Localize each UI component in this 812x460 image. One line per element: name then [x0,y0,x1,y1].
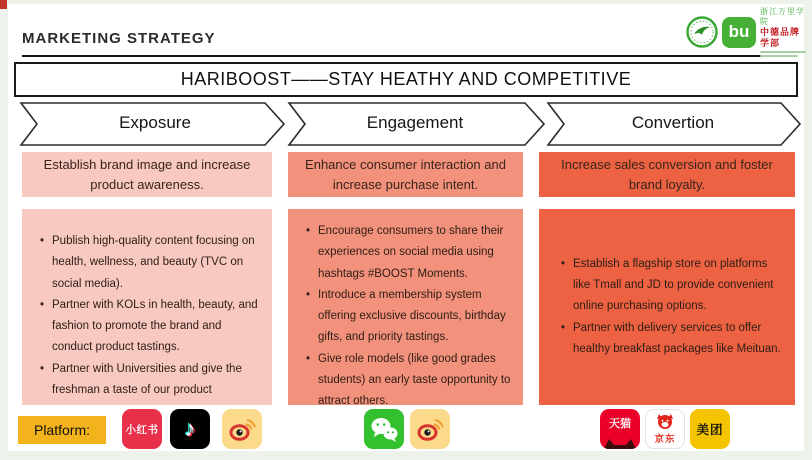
stage-label-exposure: Exposure [119,113,191,132]
weibo-icon-2 [410,409,450,449]
bullet-dot: • [39,235,45,247]
header-divider [22,55,790,57]
list-item [32,359,258,402]
summary-box-exposure [22,152,272,197]
tmall-label: 天猫 [609,418,631,430]
bullet-text: Publish high-quality content focusing on health, wellness, and beauty (TVC on social media). [52,235,255,290]
bullet-dot: • [560,257,566,270]
faculty-logo [686,6,806,52]
logo-subtext-line [760,51,806,53]
bullet-text: Partner with delivery services to offer healthy breakfast packages like Meituan. [573,321,781,355]
summary-text: Enhance consumer interaction and increase purchase intent. [305,157,506,192]
slide-title-box [14,62,798,97]
jd-icon [645,409,685,449]
summary-text: Establish brand image and increase product awareness. [43,157,251,192]
weibo-eye-glyph [416,416,444,442]
slide-title: HARIBOOST——STAY HEATHY AND COMPETITIVE [180,69,632,89]
bullet-dot: • [39,362,45,375]
wechat-bubbles-glyph [369,415,399,443]
list-item [553,318,781,361]
summary-box-convertion [539,152,795,197]
bullet-dot: • [560,321,566,334]
tiktok-note-glyph: ♪ [184,416,196,441]
list-item [298,221,511,285]
list-item [32,231,258,295]
tmall-icon [600,409,640,449]
platform-label: Platform: [18,416,106,444]
bullet-text: Establish a flagship store on platforms like Tmall and JD to provide convenient online purchasing options. [573,257,774,313]
weibo-icon [222,409,262,449]
tmall-cat-glyph [603,438,637,449]
summary-box-engagement [288,152,523,197]
stage-label-convertion: Convertion [631,113,715,132]
jd-label: 京东 [654,434,676,445]
list-item [553,254,781,318]
xiaohongshu-icon: 小红书 [122,409,162,449]
meituan-icon: 美团 [690,409,730,449]
bullet-text: Partner with KOLs in health, beauty, and fashion to promote the brand and conduct product tastings. [52,298,258,354]
tiktok-icon [170,409,210,449]
summary-text: Increase sales conversion and foster brand loyalty. [561,157,773,192]
wechat-icon [364,409,404,449]
logo-emblem-icon [686,16,718,48]
logo-department-name: 中德品牌学部 [760,26,801,48]
bullet-text: Partner with Universities and give the freshman a taste of our product [52,362,242,396]
logo-subtext-line [760,55,798,57]
list-item [298,349,511,413]
list-item [298,285,511,349]
detail-box-exposure [22,209,272,405]
stage-label-engagement: Engagement [366,113,464,132]
bullet-dot: • [39,298,45,311]
bullet-text: Give role models (like good grades students) an early taste opportunity to attract others. [318,352,511,408]
bu-logo-icon: bu [722,17,756,48]
jd-dog-glyph [655,413,675,430]
logo-university-name: 浙江万里学院 [760,6,805,26]
list-item [32,295,258,359]
detail-box-convertion [539,209,795,405]
bullet-dot: • [305,225,311,237]
bullet-text: Encourage consumers to share their experiences on social media using hashtags #BOOST Moments. [318,225,504,280]
detail-box-engagement [288,209,523,408]
page-title: MARKETING STRATEGY [22,30,216,47]
bullet-dot: • [305,352,311,365]
bullet-dot: • [305,288,311,301]
weibo-eye-glyph [228,416,256,442]
bullet-text: Introduce a membership system offering exclusive discounts, birthday gifts, and priority tastings. [318,288,506,344]
corner-red-mark [0,0,7,9]
